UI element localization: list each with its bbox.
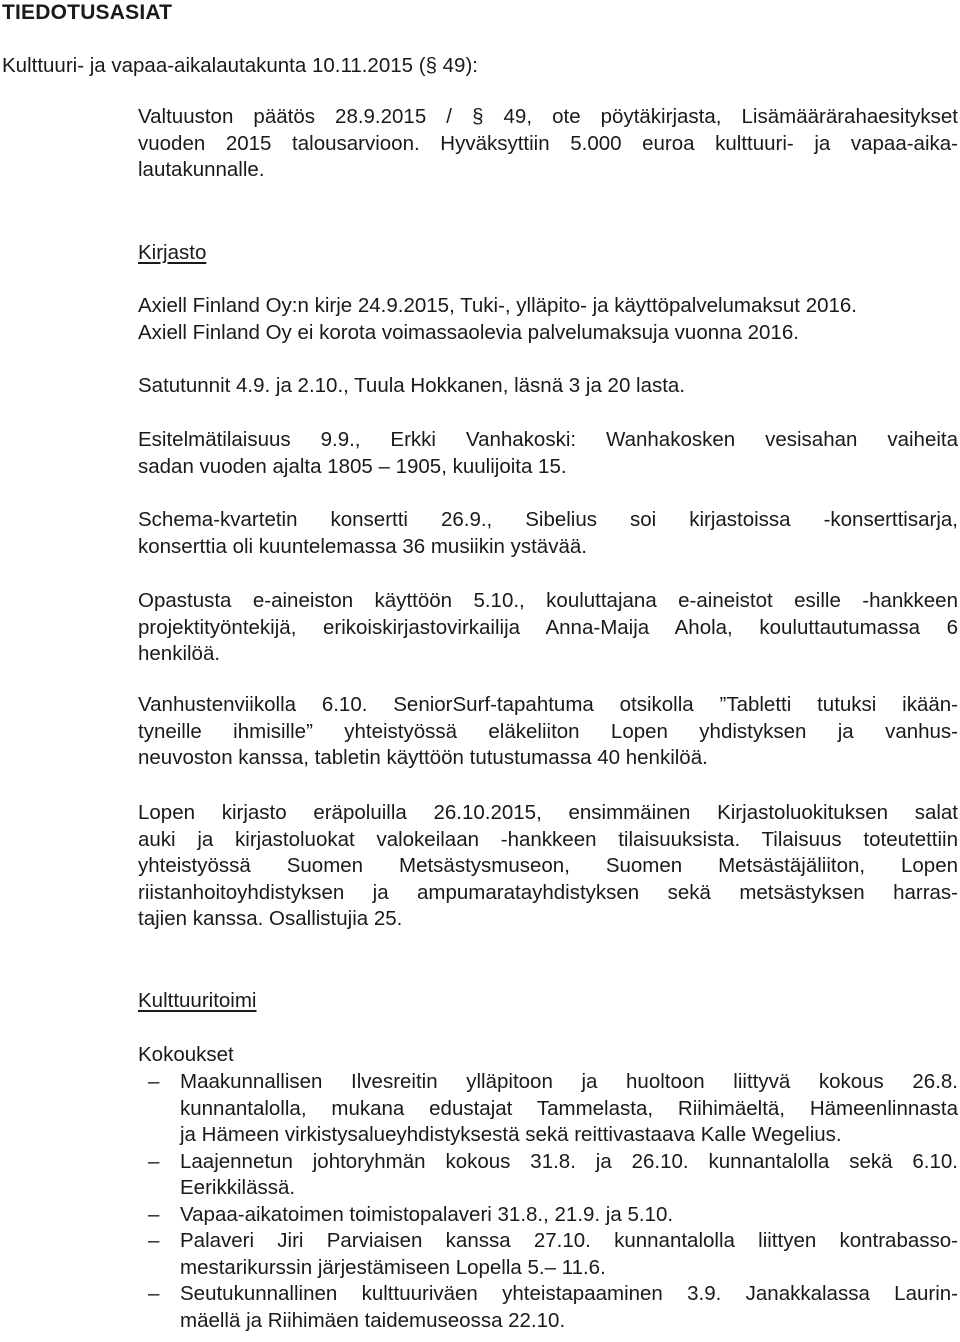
meetings-list (138, 1069, 958, 1334)
text-line: mäellä ja Riihimäen taidemuseossa 22.10. (180, 1308, 566, 1332)
text-line: auki ja kirjastoluokat valokeilaan -hankkeen tilaisuuksista. Tilaisuus toteutettiin (138, 827, 958, 851)
dash-bullet-icon: – (148, 1229, 160, 1252)
schema-paragraph (138, 507, 958, 560)
text-line: Eerikkilässä. (180, 1176, 296, 1199)
meeting-reference: Kulttuuri- ja vapaa-aikalautakunta 10.11.2015 (§ 49): (2, 54, 478, 77)
text-line: henkilöä. (138, 642, 221, 665)
text-line: Satutunnit 4.9. ja 2.10., Tuula Hokkanen, läsnä 3 ja 20 lasta. (138, 374, 686, 397)
council-decision-paragraph (138, 104, 958, 184)
text-line: Laajennetun johtoryhmän kokous 31.8. ja 26.10. kunnantalolla sekä 6.10. (180, 1149, 958, 1173)
dash-bullet-icon: – (148, 1149, 160, 1173)
erapoluilla-paragraph (138, 800, 958, 933)
axiell-paragraph (138, 293, 958, 346)
text-line: konserttia oli kuuntelemassa 36 musiikin ystävää. (138, 534, 587, 558)
dash-bullet-icon: – (148, 1070, 160, 1093)
text-line: vuoden 2015 talousarvioon. Hyväksyttiin 5.000 euroa kulttuuri- ja vapaa-aika- (138, 131, 958, 155)
text-line: yhteistyössä Suomen Metsästysmuseon, Suomen Metsästäjäliiton, Lopen (138, 854, 958, 877)
text-line: Esitelmätilaisuus 9.9., Erkki Vanhakoski: Wanhakosken vesisahan vaiheita (138, 428, 958, 451)
opastusta-paragraph (138, 588, 958, 668)
text-line: tajien kanssa. Osallistujia 25. (138, 907, 403, 930)
text-line: tyneille ihmisille” yhteistyössä eläkeliiton Lopen yhdistyksen ja vanhus- (138, 719, 958, 743)
list-item (138, 1228, 958, 1281)
list-item (138, 1149, 958, 1202)
text-line: Axiell Finland Oy ei korota voimassaolevia palvelumaksuja vuonna 2016. (138, 320, 799, 344)
text-line: neuvoston kanssa, tabletin käyttöön tutustumassa 40 henkilöä. (138, 746, 708, 769)
section-heading-kulttuuritoimi: Kulttuuritoimi (138, 989, 257, 1012)
page-title: TIEDOTUSASIAT (2, 1, 173, 24)
text-line: lautakunnalle. (138, 158, 265, 181)
text-line: mestarikurssin järjestämiseen Lopella 5.– 11.6. (180, 1255, 606, 1279)
text-line: Maakunnallisen Ilvesreitin ylläpitoon ja huoltoon liittyvä kokous 26.8. (180, 1070, 958, 1093)
esitelma-paragraph (138, 427, 958, 480)
text-line: Lopen kirjasto eräpoluilla 26.10.2015, ensimmäinen Kirjastoluokituksen salat (138, 801, 958, 824)
dash-bullet-icon: – (148, 1202, 160, 1226)
text-line: sadan vuoden ajalta 1805 – 1905, kuulijoita 15. (138, 454, 567, 478)
vanhustenviikko-paragraph (138, 692, 958, 772)
text-line: Vanhustenviikolla 6.10. SeniorSurf-tapahtuma otsikolla ”Tabletti tutuksi ikään- (138, 693, 958, 716)
text-line: Palaveri Jiri Parviaisen kanssa 27.10. kunnantalolla liittyen kontrabasso- (180, 1229, 958, 1252)
section-heading-kirjasto: Kirjasto (138, 241, 207, 264)
dash-bullet-icon: – (148, 1282, 160, 1305)
kokoukset-heading: Kokoukset (138, 1043, 234, 1066)
text-line: Axiell Finland Oy:n kirje 24.9.2015, Tuki-, ylläpito- ja käyttöpalvelumaksut 2016. (138, 294, 858, 317)
text-line: ja Hämeen virkistysalueyhdistyksestä sekä reittivastaava Kalle Wegelius. (180, 1123, 842, 1146)
text-line: kunnantalolla, mukana edustajat Tammelasta, Riihimäeltä, Hämeenlinnasta (180, 1096, 958, 1120)
satutunnit-paragraph (138, 373, 958, 400)
list-item (138, 1069, 958, 1149)
text-line: Opastusta e-aineiston käyttöön 5.10., kouluttajana e-aineistot esille -hankkeen (138, 589, 958, 612)
list-item (138, 1202, 958, 1229)
text-line: projektityöntekijä, erikoiskirjastovirkailija Anna-Maija Ahola, kouluttautumassa 6 (138, 615, 958, 639)
text-line: Schema-kvartetin konsertti 26.9., Sibelius soi kirjastoissa -konserttisarja, (138, 508, 958, 531)
text-line: Seutukunnallinen kulttuuriväen yhteistapaaminen 3.9. Janakkalassa Laurin- (180, 1282, 958, 1305)
text-line: Vapaa-aikatoimen toimistopalaveri 31.8., 21.9. ja 5.10. (180, 1202, 674, 1226)
text-line: riistanhoitoyhdistyksen ja ampumaratayhdistyksen sekä metsästyksen harras- (138, 880, 958, 904)
text-line: Valtuuston päätös 28.9.2015 / § 49, ote pöytäkirjasta, Lisämäärärahaesitykset (138, 105, 958, 128)
list-item (138, 1281, 958, 1334)
